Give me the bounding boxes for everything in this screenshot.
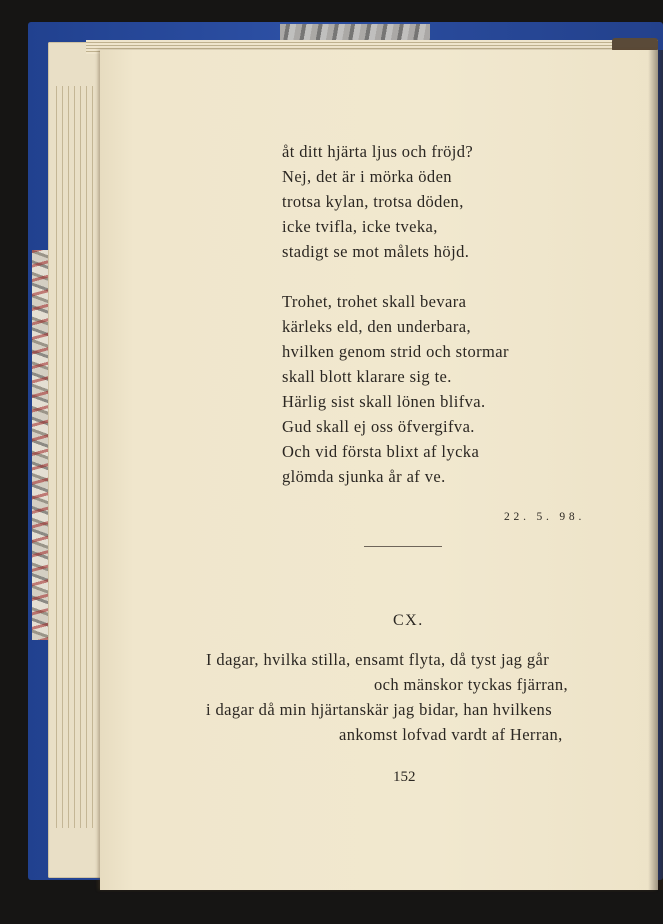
poem-line: skall blott klarare sig te. xyxy=(282,367,452,386)
poem-date: 22. 5. 98. xyxy=(504,511,586,523)
section-line: i dagar då min hjärtanskär jag bidar, han hvilkens xyxy=(206,700,553,719)
poem-line: trotsa kylan, trotsa döden, xyxy=(282,192,464,211)
poem-line: hvilken genom strid och stormar xyxy=(282,342,509,361)
section-line: och mänskor tyckas fjärran, xyxy=(374,675,569,694)
poem-line: Gud skall ej oss öfvergifva. xyxy=(282,417,475,436)
poem-line: Och vid första blixt af lycka xyxy=(282,442,480,461)
poem-line: icke tvifla, icke tveka, xyxy=(282,217,438,236)
poem-line: Härlig sist skall lönen blifva. xyxy=(282,392,486,411)
section-line: I dagar, hvilka stilla, ensamt flyta, då tyst jag går xyxy=(206,650,550,669)
section-line: ankomst lofvad vardt af Herran, xyxy=(339,725,563,744)
poem-line: kärleks eld, den underbara, xyxy=(282,317,472,336)
page-number: 152 xyxy=(393,769,416,785)
poem-line: åt ditt hjärta ljus och fröjd? xyxy=(282,142,474,161)
poem-line: Trohet, trohet skall bevara xyxy=(282,292,467,311)
page-gutter-shadow xyxy=(648,50,663,890)
poem-line: stadigt se mot målets höjd. xyxy=(282,242,470,261)
section-divider xyxy=(364,546,442,547)
poem-line: glömda sjunka år af ve. xyxy=(282,467,446,486)
poem-line: Nej, det är i mörka öden xyxy=(282,167,452,186)
section-numeral: CX. xyxy=(393,612,424,629)
